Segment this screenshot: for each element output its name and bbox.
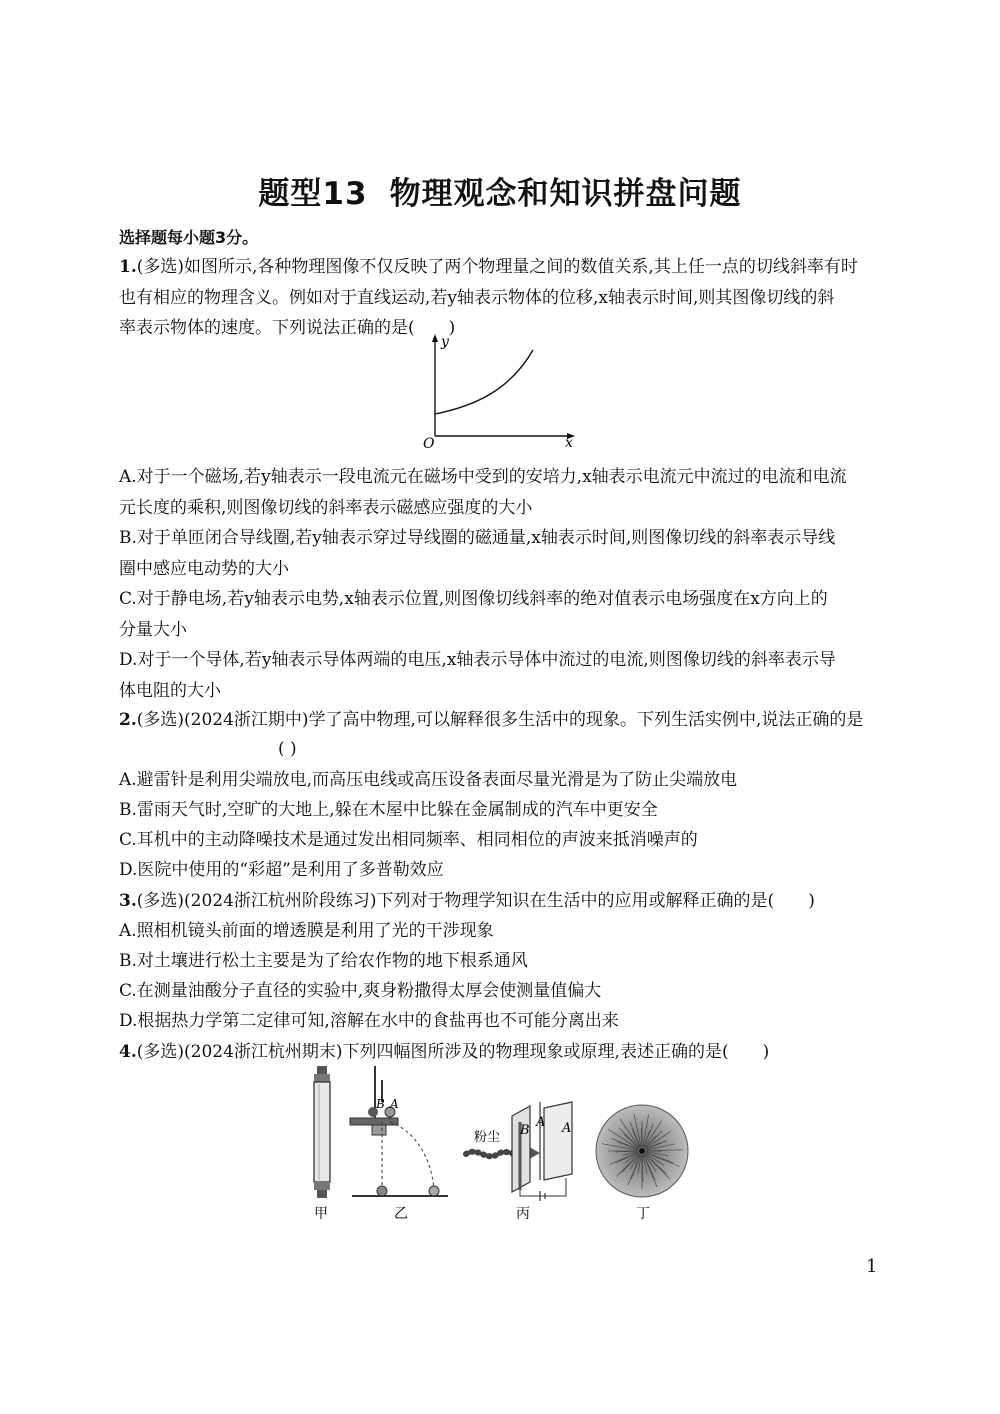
graph-y-label: y [441,334,449,350]
q2-stem [119,709,899,731]
instruction: 选择题每小题3分。 [119,228,259,247]
figure-bing-label-a2: A [562,1121,572,1136]
q1-number: 1. [119,257,137,277]
figure-yi-label-b: B [376,1097,385,1111]
figure-bing-precipitator [466,1102,572,1201]
q1-option-a-1: A.对于一个磁场,若y轴表示一段电流元在磁场中受到的安培力,x轴表示电流元中流过的电流和电流 [119,467,847,487]
q1-option-c-1: C.对于静电场,若y轴表示电势,x轴表示位置,则图像切线斜率的绝对值表示电场强度在x方向上的 [119,589,828,609]
q2-stem-text: (多选)(2024浙江期中)学了高中物理,可以解释很多生活中的现象。下列生活实例中,说法正确的是 [136,710,864,730]
q3-option-b: B.对土壤进行松土主要是为了给农作物的地下根系通风 [119,951,528,971]
q3-stem [119,890,899,912]
q1-option-b-2: 圈中感应电动势的大小 [119,559,289,579]
y-axis-arrow [432,334,438,342]
q2-paren: ( ) [278,739,297,759]
q3-option-d: D.根据热力学第二定律可知,溶解在水中的食盐再也不可能分离出来 [119,1011,619,1031]
figure-yi-label-a: A [390,1097,399,1111]
graph-origin-label: O [423,436,435,452]
q3-option-a: A.照相机镜头前面的增透膜是利用了光的干涉现象 [119,921,494,941]
q3-stem-text: (多选)(2024浙江杭州阶段练习)下列对于物理学知识在生活中的应用或解释正确的是( [136,891,775,911]
figure-yi-apparatus [350,1066,448,1196]
q2-option-b: B.雷雨天气时,空旷的大地上,躲在木屋中比躲在金属制成的汽车中更安全 [119,800,658,820]
figure-bing-dust-label: 粉尘 [474,1130,501,1145]
figure-bing-label-a1: A [536,1115,546,1130]
q3-option-c: C.在测量油酸分子直径的实验中,爽身粉撒得太厚会使测量值偏大 [119,981,602,1001]
q1-line-2: 也有相应的物理含义。例如对于直线运动,若y轴表示物体的位移,x轴表示时间,则其图像切线的斜 [119,288,835,308]
q2-option-c: C.耳机中的主动降噪技术是通过发出相同频率、相同相位的声波来抵消噪声的 [119,830,698,850]
q2-option-a: A.避雷针是利用尖端放电,而高压电线或高压设备表面尽量光滑是为了防止尖端放电 [119,770,738,790]
graph-x-label: x [565,435,573,451]
figure-ding-disc [596,1105,688,1197]
figure-jia-tube [314,1066,330,1198]
q4-stem [119,1041,899,1063]
figure-label-ding: 丁 [636,1206,650,1222]
q1-option-a-2: 元长度的乘积,则图像切线的斜率表示磁感应强度的大小 [119,498,533,518]
page-number: 1 [866,1256,878,1277]
q1-stem-3: 率表示物体的速度。下列说法正确的是( [119,318,415,338]
q1-option-b-1: B.对于单匝闭合导线圈,若y轴表示穿过导线圈的磁通量,x轴表示时间,则图像切线的斜率表示导线 [119,528,836,548]
q2-option-d: D.医院中使用的“彩超”是利用了多普勒效应 [119,860,444,880]
q1-option-d-1: D.对于一个导体,若y轴表示导体两端的电压,x轴表示导体中流过的电流,则图像切线的斜率表示导 [119,650,836,670]
figure-bing-label-b: B [520,1123,530,1138]
figure-label-bing: 丙 [516,1206,530,1222]
figure-label-jia: 甲 [314,1206,328,1222]
q2-number: 2. [119,710,137,730]
figure-label-yi: 乙 [394,1206,408,1222]
q4-figures [300,1062,700,1224]
q3-number: 3. [119,891,137,911]
title-main: 物理观念和知识拼盘问题 [389,176,742,212]
graph-curve [435,350,533,414]
q4-number: 4. [119,1042,137,1062]
q4-stem-text: (多选)(2024浙江杭州期末)下列四幅图所涉及的物理现象或原理,表述正确的是( [136,1042,729,1062]
q4-paren-close: ) [762,1042,770,1062]
q1-paren-close: ) [448,318,456,338]
q3-paren-close: ) [808,891,815,911]
page-title [0,168,1000,213]
q1-stem-1: (多选)如图所示,各种物理图像不仅反映了两个物理量之间的数值关系,其上任一点的切线斜率有时 [136,257,858,277]
title-prefix: 题型13 [258,176,368,212]
q1-option-d-2: 体电阻的大小 [119,681,221,701]
q1-line-1 [119,256,899,278]
q1-graph [415,332,585,452]
q1-option-c-2: 分量大小 [119,620,187,640]
